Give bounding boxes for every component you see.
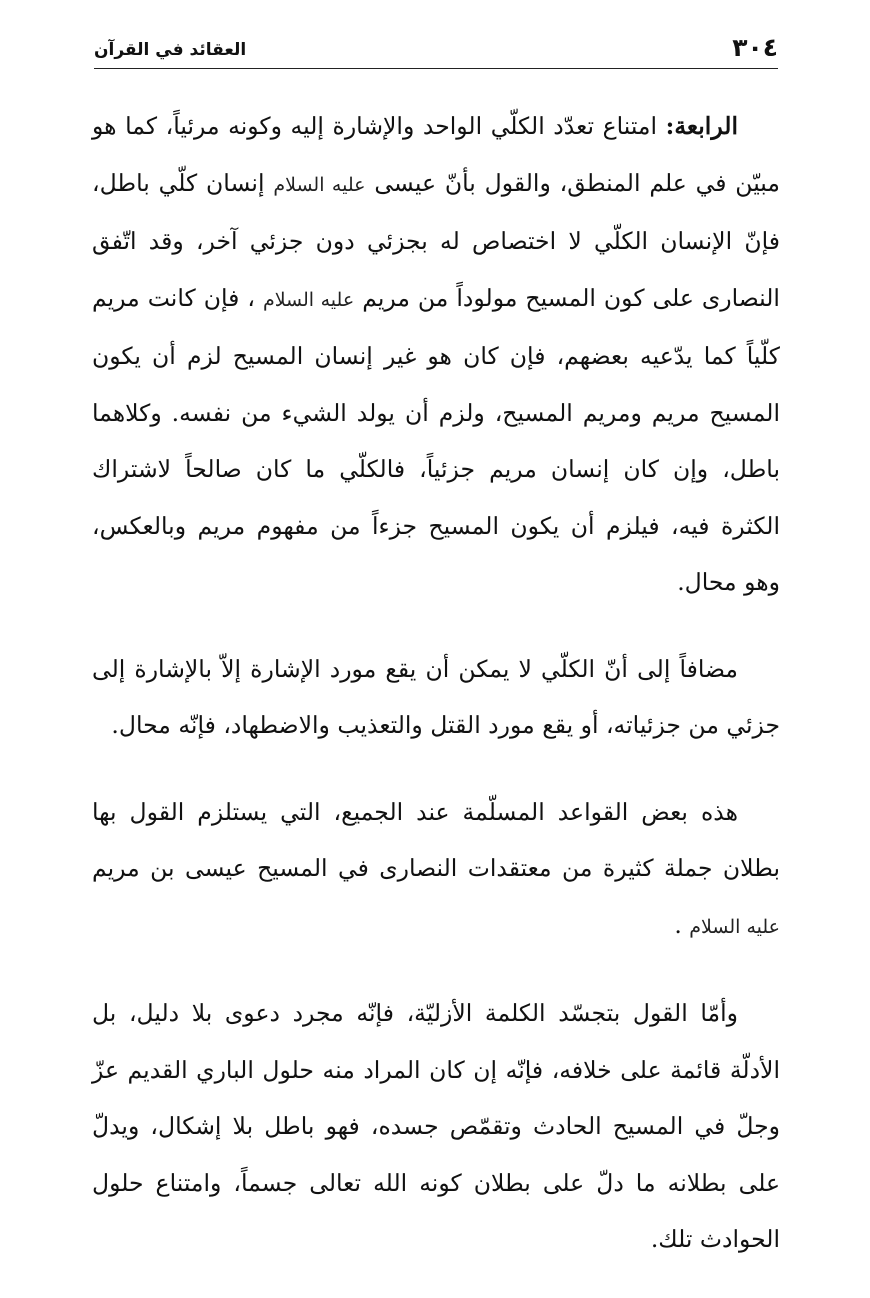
book-title: العقائد في القرآن	[94, 40, 247, 60]
paragraph-text: .	[674, 910, 682, 939]
section-label: الرابعة:	[665, 112, 738, 140]
paragraph-text: امتناع تعدّد الكلّي الواحد والإشارة إليه وكونه مرئياً، كما هو مبيّن في علم المنطق، والقول بأنّ عيسى	[92, 112, 780, 197]
running-header	[94, 28, 778, 69]
paragraph-text: هذه بعض القواعد المسلّمة عند الجميع، التي يستلزم القول بها بطلان جملة كثيرة من معتقدات النصارى في المسيح عيسى بن مريم	[92, 797, 780, 882]
paragraph-addendum	[92, 641, 780, 754]
paragraph-text: وأمّا القول بتجسّد الكلمة الأزليّة، فإنّه مجرد دعوى بلا دليل، بل الأدلّة قائمة على خلافه، فإنّه إن كان المراد منه حلول الباري القديم عزّ وجلّ في المسيح الحادث وتقمّص جسده، فهو باطل بلا إشكال، ويدلّ على بطلانه ما دلّ على بطلان كونه الله تعالى جسماً، وامتناع حلول الحوادث تلك.	[92, 999, 780, 1253]
paragraph-fourth-point	[92, 98, 780, 611]
honorific-glyph: عليه السلام	[689, 915, 780, 938]
body-text	[92, 98, 780, 1298]
honorific-glyph: عليه السلام	[262, 288, 355, 311]
paragraph-text: إنسان كلّي باطل، فإنّ الإنسان الكلّي لا اختصاص له بجزئي دون جزئي آخر، وقد اتّفق النصارى على كون المسيح مولوداً من مريم	[92, 168, 780, 312]
paragraph-summary	[92, 784, 780, 956]
paragraph-text: مضافاً إلى أنّ الكلّي لا يمكن أن يقع مورد الإشارة إلاّ بالإشارة إلى جزئي من جزئياته، أو يقع مورد القتل والتعذيب والاضطهاد، فإنّه محال.	[92, 654, 780, 739]
page-number: ٣٠٤	[732, 33, 778, 62]
paragraph-text: ، فإن كانت مريم كلّياً كما يدّعيه بعضهم، فإن كان هو غير إنسان المسيح لزم أن يكون المسيح مريم ومريم المسيح، ولزم أن يولد الشيء من نفسه. وكلاهما باطل، وإن كان إنسان مريم جزئياً، فالكلّي ما كان صالحاً لاشتراك الكثرة فيه، فيلزم أن يكون المسيح جزءاً من مفهوم مريم وبالعكس، وهو محال.	[92, 283, 780, 596]
paragraph-incarnation	[92, 985, 780, 1268]
honorific-glyph: عليه السلام	[273, 173, 366, 196]
